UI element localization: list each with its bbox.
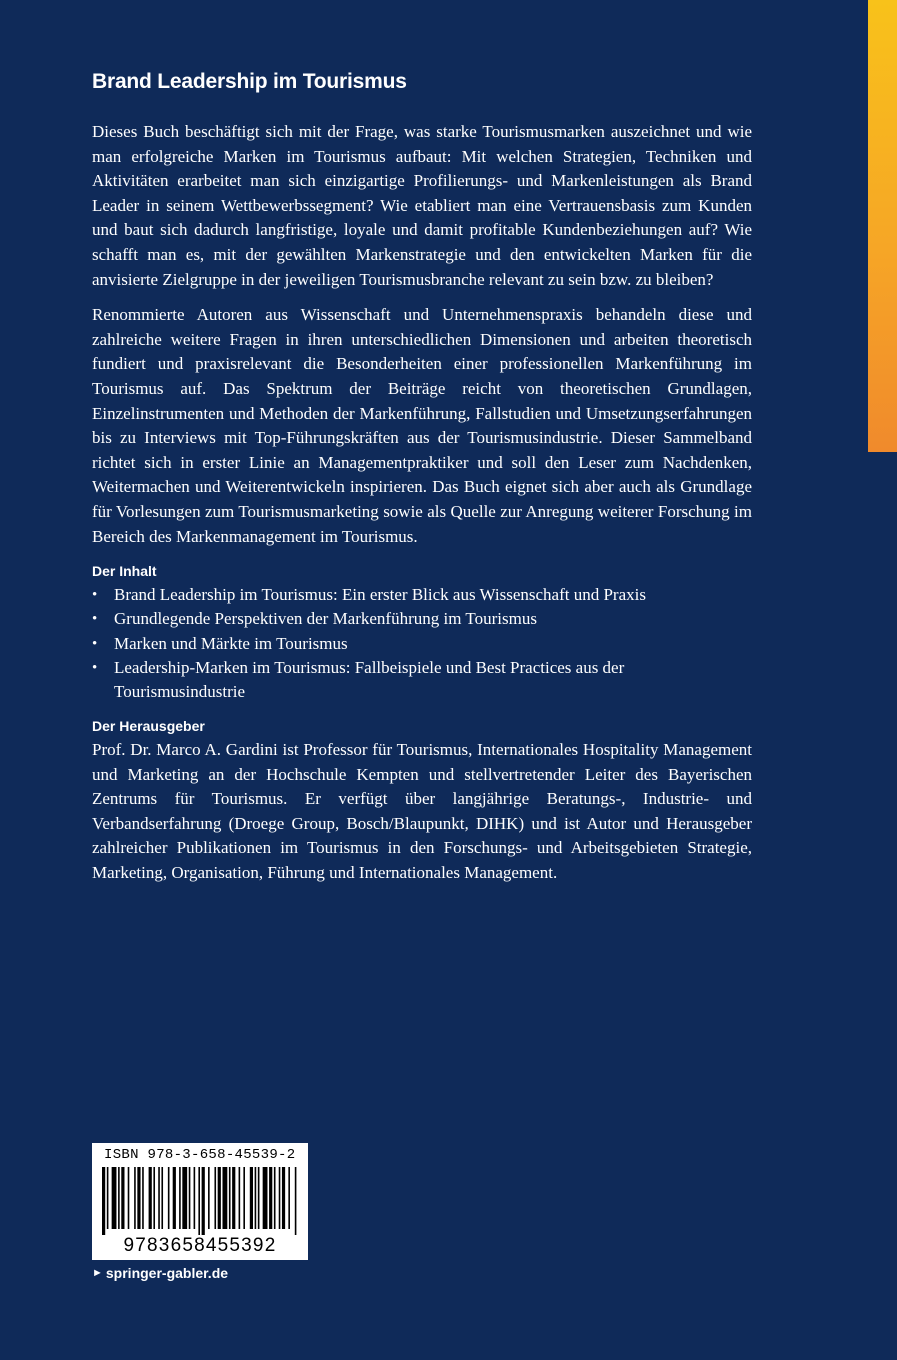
barcode-bar: [153, 1167, 155, 1229]
barcode-bar: [263, 1167, 268, 1229]
barcode-bar: [158, 1167, 160, 1229]
editor-bio: Prof. Dr. Marco A. Gardini ist Professor für Tourismus, Internationales Hospitality Management und Marketing an der Hochschule Kempten und stellvertretender Leiter des Bayerischen Zentrums für Tourismus. Er verfügt über langjährige Beratungs-, Industrie- und Verbandserfahrung (Droege Group, Bosch/Blaupunkt, DIHK) und ist Autor und Herausgeber zahlreicher Publikationen im Tourismus in den Forschungs- und Arbeitsgebieten Strategie, Marketing, Organisation, Führung und Internationales Management.: [92, 740, 752, 883]
barcode-bar: [189, 1167, 191, 1229]
barcode-bar: [239, 1167, 241, 1229]
barcode-bar: [118, 1167, 120, 1229]
list-item: [92, 607, 752, 631]
barcode-bar: [255, 1167, 257, 1229]
barcode-digits: 9783658455392: [123, 1235, 277, 1256]
intro-paragraph-2: Renommierte Autoren aus Wissenschaft und Unternehmenspraxis behandeln diese und zahlreiche weitere Fragen in ihren unterschiedlichen Dimensionen und arbeiten theoretisch fundiert und praxisrelevant die Besonderheiten einer professionellen Markenführung im Tourismus auf. Das Spektrum der Beiträge reicht von theoretischen Grundlagen, Einzelinstrumenten und Methoden der Markenführung, Fallstudien und Umsetzungserfahrungen bis zu Interviews mit Top-Führungskräften aus der Tourismusindustrie. Dieser Sammelband richtet sich in erster Linie an Managementpraktiker und soll den Leser zum Nachdenken, Weitermachen und Weiterentwickeln inspirieren. Das Buch eignet sich aber auch als Grundlage für Vorlesungen zum Tourismusmarketing sowie als Quelle zur Anregung weiterer Forschung im Bereich des Markenmanagement im Tourismus.: [92, 305, 752, 546]
back-cover-text: [92, 70, 752, 897]
bullet-icon: •: [92, 659, 98, 676]
book-title: Brand Leadership im Tourismus: [92, 70, 407, 93]
barcode-bar: [128, 1167, 130, 1229]
barcode-bar: [112, 1167, 117, 1229]
list-item: [92, 632, 752, 656]
barcode-bar: [137, 1167, 140, 1229]
barcode-bar: [258, 1167, 260, 1229]
barcode-bar: [198, 1167, 200, 1235]
barcode-bar: [229, 1167, 231, 1229]
barcode-bar: [179, 1167, 181, 1229]
barcode-bar: [214, 1167, 216, 1229]
barcode-bars: [102, 1167, 298, 1235]
isbn-label: ISBN 978-3-658-45539-2: [104, 1147, 296, 1163]
list-item-text: Leadership-Marken im Tourismus: Fallbeispiele und Best Practices aus der Tourismusindustrie: [114, 657, 625, 701]
publisher-link[interactable]: [92, 1265, 228, 1281]
barcode-bar: [142, 1167, 144, 1229]
barcode-bar: [134, 1167, 136, 1229]
barcode-bar: [232, 1167, 235, 1229]
barcode-bar: [107, 1167, 109, 1229]
publisher-url: springer-gabler.de: [105, 1265, 229, 1281]
contents-list: [92, 583, 752, 704]
barcode-bar: [250, 1167, 253, 1229]
barcode-bar: [168, 1167, 170, 1229]
barcode-bar: [194, 1167, 196, 1229]
barcode-bar: [208, 1167, 210, 1229]
barcode-bar: [121, 1167, 124, 1229]
isbn-barcode: [92, 1143, 308, 1260]
barcode-bar: [288, 1167, 290, 1229]
barcode-bar: [102, 1167, 105, 1235]
accent-color-bar: [868, 0, 897, 452]
barcode-bar: [295, 1167, 297, 1235]
bullet-icon: •: [92, 587, 98, 604]
list-item-text: Grundlegende Perspektiven der Markenführung im Tourismus: [114, 609, 537, 629]
intro-paragraph-1: Dieses Buch beschäftigt sich mit der Frage, was starke Tourismusmarken auszeichnet und wie man erfolgreiche Marken im Tourismus aufbaut: Mit welchen Strategien, Techniken und Aktivitäten erarbeitet man sich einzigartige Profilierungs- und Markenleistungen als Brand Leader in seinem Wettbewerbssegment? Wie etabliert man eine Vertrauensbasis zum Kunden und baut sich dadurch langfristige, loyale und damit profitable Kundenbeziehungen auf? Wie schafft man es, mit der gewählten Markenstrategie und den entwickelten Marken für die anvisierte Zielgruppe in der jeweiligen Tourismusbranche relevant zu sein bzw. zu bleiben?: [92, 122, 752, 289]
barcode-bar: [218, 1167, 221, 1229]
barcode-bar: [182, 1167, 187, 1229]
arrow-right-icon: ►: [92, 1267, 103, 1279]
list-item-text: Marken und Märkte im Tourismus: [114, 633, 348, 653]
contents-heading: Der Inhalt: [92, 563, 157, 580]
editor-heading: Der Herausgeber: [92, 718, 205, 735]
barcode-bar: [149, 1167, 152, 1229]
barcode-bar: [269, 1167, 272, 1229]
list-item: [92, 656, 752, 704]
list-item-text: Brand Leadership im Tourismus: Ein erster Blick aus Wissenschaft und Praxis: [114, 585, 646, 605]
barcode-bar: [243, 1167, 245, 1229]
barcode-bar: [222, 1167, 227, 1229]
barcode-bar: [173, 1167, 176, 1229]
barcode-bar: [274, 1167, 276, 1229]
bullet-icon: •: [92, 611, 98, 628]
list-item: [92, 583, 752, 607]
barcode-bar: [202, 1167, 205, 1235]
barcode-bar: [279, 1167, 281, 1229]
bullet-icon: •: [92, 635, 98, 652]
barcode-bar: [161, 1167, 163, 1229]
barcode-bar: [282, 1167, 285, 1229]
